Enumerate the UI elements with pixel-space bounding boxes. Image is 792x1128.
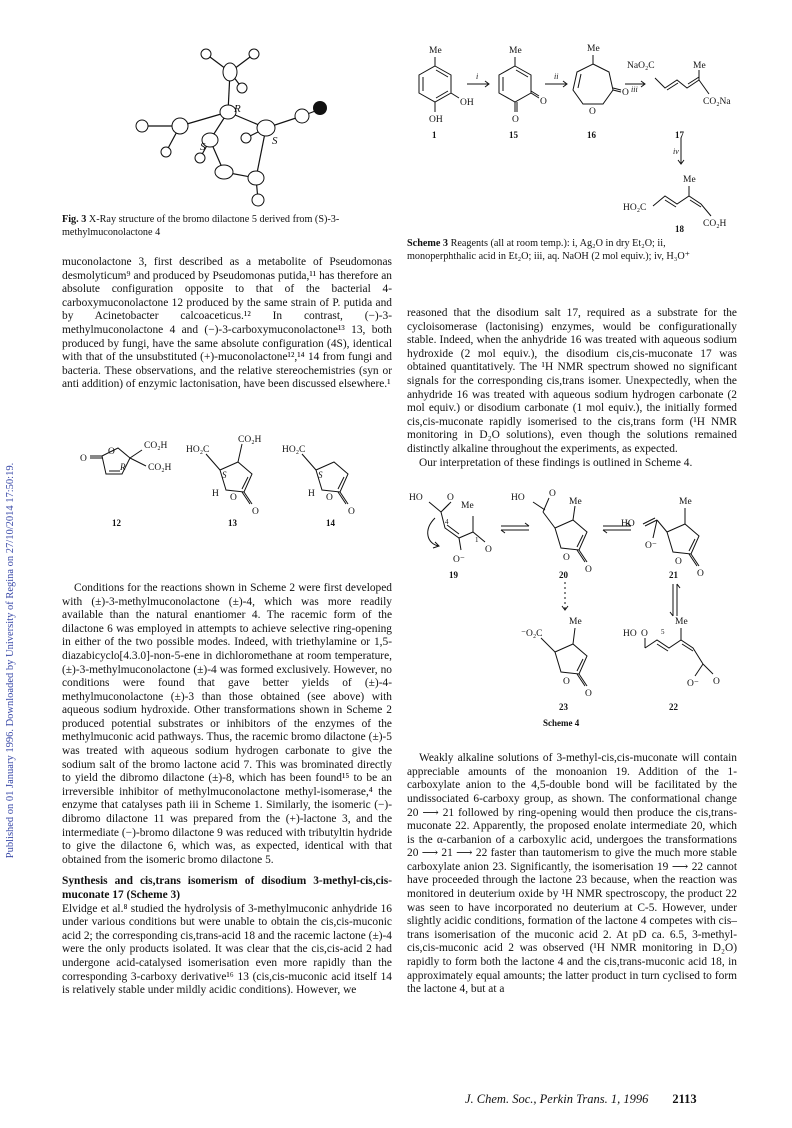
s3-me-17: Me bbox=[693, 61, 706, 71]
s4-compound-23: 23 bbox=[559, 702, 568, 712]
s4-me-21: Me bbox=[679, 497, 692, 507]
fig3-xray-structure bbox=[120, 40, 330, 215]
s4-o-22b: O bbox=[713, 677, 720, 687]
publication-side-note-text: Published on 01 January 1996. Downloaded by University of Regina on 27/10/2014 17:50:19. bbox=[5, 462, 17, 858]
left-para-1: muconolactone 3, first described as a metabolite of Pseudomonas desmolyticum⁹ and produced by Pseudomonas putida,¹¹ has therefore an absolute configuration opposite to that of the bacterial 4-carboxymuconolactone 12 produced by the same strain of P. putida and by Acinetobacter calcoaceticus.¹² In contrast, (−)-3-methylmuconolactone 4 and (−)-3-carboxymuconolactone¹³ 13, both produced by fungi, have the same absolute configuration (4S), identical with that of the unsubstituted (+)-muconolactone¹²,¹⁴ 14 from fungi and bacteria. These observations, and the relative stereochemistries (syn or anti addition) of enzymic lactonisation, have been discussed elsewhere.¹ bbox=[62, 256, 392, 391]
s3-me-15: Me bbox=[509, 46, 522, 56]
journal-citation: J. Chem. Soc., Perkin Trans. 1, 1996 bbox=[465, 1092, 649, 1106]
s3-oh-1a: OH bbox=[460, 98, 474, 108]
c12-r: R bbox=[120, 462, 126, 472]
s3-compound-18: 18 bbox=[675, 224, 684, 234]
c13-ho2c: HO₂C bbox=[186, 445, 210, 455]
s4-compound-19: 19 bbox=[449, 570, 458, 580]
xray-atom-label: R bbox=[234, 103, 241, 115]
left-para-3: Elvidge et al.⁸ studied the hydrolysis of 3-methylmuconic anhydride 16 under various conditions but were unable to obtain the cis,cis-muconic acid 2; the corresponding cis,trans-acid 18 and the racemic lactone (±)-4 were the only products isolated. It was clear that the cis,cis-acid 2 had undergone acid-catalysed isomerisation even more rapidly than the corresponding 3-carboxy derivative¹⁶ 13 (cis,cis-muconic acid itself 14 is relatively stable under mildly acidic conditions). However, we bbox=[62, 902, 392, 997]
c13-s: S bbox=[222, 470, 227, 480]
compounds-12-13-14 bbox=[62, 430, 392, 530]
s3-reagent-iii: iii bbox=[631, 85, 638, 94]
s4-o-23b: O bbox=[585, 689, 592, 699]
s3-o-15b: O bbox=[512, 115, 519, 125]
s4-o-21b: O bbox=[697, 569, 704, 579]
section-heading: Synthesis and cis,trans isomerism of disodium 3-methyl-cis,cis-muconate 17 (Scheme 3) bbox=[62, 875, 392, 901]
s4-ominus-19: O⁻ bbox=[453, 555, 465, 565]
s3-reagent-i: i bbox=[476, 72, 479, 81]
s4-me-22: Me bbox=[675, 617, 688, 627]
s4-compound-21: 21 bbox=[669, 570, 678, 580]
s3-me-1: Me bbox=[429, 46, 442, 56]
s4-o-20b: O bbox=[563, 553, 570, 563]
scheme3-caption bbox=[407, 238, 737, 263]
c13-o: O bbox=[230, 493, 237, 503]
c14-s: S bbox=[318, 470, 323, 480]
s4-ominus-22: O⁻ bbox=[687, 679, 699, 689]
s3-o-16a: O bbox=[589, 107, 596, 117]
s4-ho-21: HO bbox=[621, 519, 635, 529]
s4-o-19: O bbox=[447, 493, 454, 503]
scheme4-diagram bbox=[405, 478, 735, 733]
c14-h: H bbox=[308, 489, 315, 499]
s3-compound-15: 15 bbox=[509, 130, 518, 140]
s4-ho-20: HO bbox=[511, 493, 525, 503]
page-number: 2113 bbox=[672, 1092, 697, 1106]
s4-o-21: O bbox=[675, 557, 682, 567]
s4-o-23: O bbox=[563, 677, 570, 687]
scheme3-diagram bbox=[405, 40, 765, 235]
s4-me-19: Me bbox=[461, 501, 474, 511]
xray-atom-label: S bbox=[200, 141, 206, 153]
compound-14-number: 14 bbox=[326, 518, 335, 528]
scheme3-caption-label: Scheme 3 bbox=[407, 238, 449, 249]
page-footer bbox=[465, 1092, 697, 1107]
c13-h: H bbox=[212, 489, 219, 499]
s3-o-16b: O bbox=[622, 88, 629, 98]
s4-pos4: 4 bbox=[445, 518, 449, 526]
c12-o-b: O bbox=[108, 447, 115, 457]
fig3-caption-text: X-Ray structure of the bromo dilactone 5 derived from (S)-3-methylmuconolactone 4 bbox=[62, 214, 340, 238]
compound-12-number: 12 bbox=[112, 518, 121, 528]
s3-reagent-ii: ii bbox=[554, 72, 559, 81]
s3-o-15a: O bbox=[540, 97, 547, 107]
scheme4-title: Scheme 4 bbox=[543, 718, 580, 728]
s4-compound-22: 22 bbox=[669, 702, 678, 712]
s4-pos5: 5 bbox=[661, 628, 665, 636]
left-column bbox=[62, 256, 392, 998]
c13-co2h: CO₂H bbox=[238, 435, 262, 445]
fig3-caption bbox=[62, 214, 392, 239]
s4-o2c-23: ⁻O₂C bbox=[521, 629, 543, 639]
s4-o-19b: O bbox=[485, 545, 492, 555]
s4-pos1: 1 bbox=[475, 536, 479, 544]
s4-o-22: O bbox=[641, 629, 648, 639]
s4-ominus-21: O⁻ bbox=[645, 541, 657, 551]
s3-me-16: Me bbox=[587, 44, 600, 54]
s3-compound-17: 17 bbox=[675, 130, 684, 140]
s3-me-18: Me bbox=[683, 175, 696, 185]
s3-compound-1: 1 bbox=[432, 130, 437, 140]
s4-me-20: Me bbox=[569, 497, 582, 507]
right-para-1: reasoned that the disodium salt 17, required as a substrate for the cycloisomerase (lactonising) enzymes, would be configurationally stable. Indeed, when the anhydride 16 was treated with aqueous sodium hydroxide (2 mol equiv.), the disodium cis,cis-muconate 17 was obtained quantitatively. The ¹H NMR spectrum showed no significant signals for the corresponding cis,trans isomer. Unexpectedly, when the anhydride 16 was treated with aqueous sodium hydrogen carbonate (2 mol equiv.) or disodium carbonate (1 mol equiv.), the initially formed cis,cis-muconate rapidly isomerised to the cis,trans form (¹H NMR monitoring in D₂O solutions), even though the solutions remained distinctly alkaline throughout the experiments, as expected. bbox=[407, 307, 737, 455]
s4-o-20c: O bbox=[585, 565, 592, 575]
s3-compound-16: 16 bbox=[587, 130, 596, 140]
s3-nao2c: NaO₂C bbox=[627, 61, 655, 71]
s4-me-23: Me bbox=[569, 617, 582, 627]
s3-co2na: CO₂Na bbox=[703, 97, 731, 107]
s3-oh-1b: OH bbox=[429, 115, 443, 125]
s4-o-20: O bbox=[549, 489, 556, 499]
c14-o: O bbox=[326, 493, 333, 503]
publication-side-note bbox=[4, 250, 18, 1070]
c14-ho2c: HO₂C bbox=[282, 445, 306, 455]
s3-reagent-iv: iv bbox=[673, 147, 679, 156]
s3-co2h: CO₂H bbox=[703, 219, 727, 229]
scheme3-caption-text: Reagents (all at room temp.): i, Ag₂O in dry Et₂O; ii, monoperphthalic acid in Et₂O; iii, aq. NaOH (2 mol equiv.); iv, H₃O⁺ bbox=[407, 238, 691, 262]
s3-ho2c: HO₂C bbox=[623, 203, 647, 213]
xray-atom-label: S bbox=[272, 135, 278, 147]
c12-o-a: O bbox=[80, 454, 87, 464]
c12-co2h-b: CO₂H bbox=[148, 463, 172, 473]
right-para-2: Our interpretation of these findings is outlined in Scheme 4. bbox=[419, 456, 693, 469]
s4-compound-20: 20 bbox=[559, 570, 568, 580]
right-para-3: Weakly alkaline solutions of 3-methyl-cis,cis-muconate will contain appreciable amounts of the monoanion 19. Addition of the 1-carboxylate anion to the 4,5-double bond will be facilitated by the undissociated 6-carboxy group, as shown. The conformational change 20 ⟶ 21 followed by ring-opening would then produce the cis,trans-muconate 22. Apparently, the proposed enolate intermediate 20, which is the α-carbanion of a carboxylic acid, undergoes the transformations 20 ⟶ 21 ⟶ 22 faster than tautomerism to give the much more stable carboxylate anion 23. Significantly, the isomerisation 19 ⟶ 22 cannot have proceeded through the lactone 23 because, when the reaction was monitored in deuterium oxide by ¹H NMR spectroscopy, the product 22 was seen to have incorporated no deuterium at C-5. However, under slightly acidic conditions, formation of the lactone 4 competes with cis–trans isomerisation of the muconic acid 2. At pD ca. 6.5, 3-methyl-cis,cis-muconic acid 2 was observed (¹H NMR monitoring in D₂O) rapidly to form both the lactone 4 and the cis,trans-muconic acid 18, in approximately equal amounts; the latter product in turn cyclised to form the lactone 4, but at a bbox=[407, 752, 737, 996]
fig3-caption-label: Fig. 3 bbox=[62, 214, 87, 225]
s4-ho-19: HO bbox=[409, 493, 423, 503]
compound-13-number: 13 bbox=[228, 518, 237, 528]
s4-ho-22: HO bbox=[623, 629, 637, 639]
c12-co2h-a: CO₂H bbox=[144, 441, 168, 451]
c13-o2: O bbox=[252, 507, 259, 517]
left-para-2: Conditions for the reactions shown in Scheme 2 were first developed with (±)-3-methylmuconolactone (±)-4, which was more readily available than the natural enantiomer 4. The racemic form of the dilactone 6 was employed in attempts to achieve selective ring-opening in either of the two possible modes. Indeed, with triethylamine or 1,5-diazabicyclo[4.3.0]-non-5-ene in dichloromethane at room temperature, (±)-3-methylmuconolactone (±)-4 was formed exclusively. However, no conditions were found that gave better yields of (±)-4-methylmuconolactone (±)-3 than those obtained (see above) with aqueous sodium hydroxide. Other transformations shown in Scheme 2 produced potential substrates or inhibitors of the enzymes of the methylmuconic acid pathways. Thus, the racemic bromo dilactone (±)-5 was treated with aqueous sodium hydrogen carbonate to give the sodium salt of the bromo lactone acid 7. This was brominated directly to yield the dibromo dilactone (±)-8, which has been found¹⁵ to be an irreversible inhibitor of methylmuconolactone methyl-isomerase,⁴ the enzyme that catalyses path iii in Scheme 1. Similarly, the isomeric (−)-dibromo dilactone 11 was prepared from the (+)-lactone 3, and the intermediate (−)-bromo dilactone 9 was reduced with tributyltin hydride to give the dilactone 6, which was, as expected, identical with that obtained from the isomeric bromo dilactone 5. bbox=[62, 581, 392, 866]
c14-o2: O bbox=[348, 507, 355, 517]
